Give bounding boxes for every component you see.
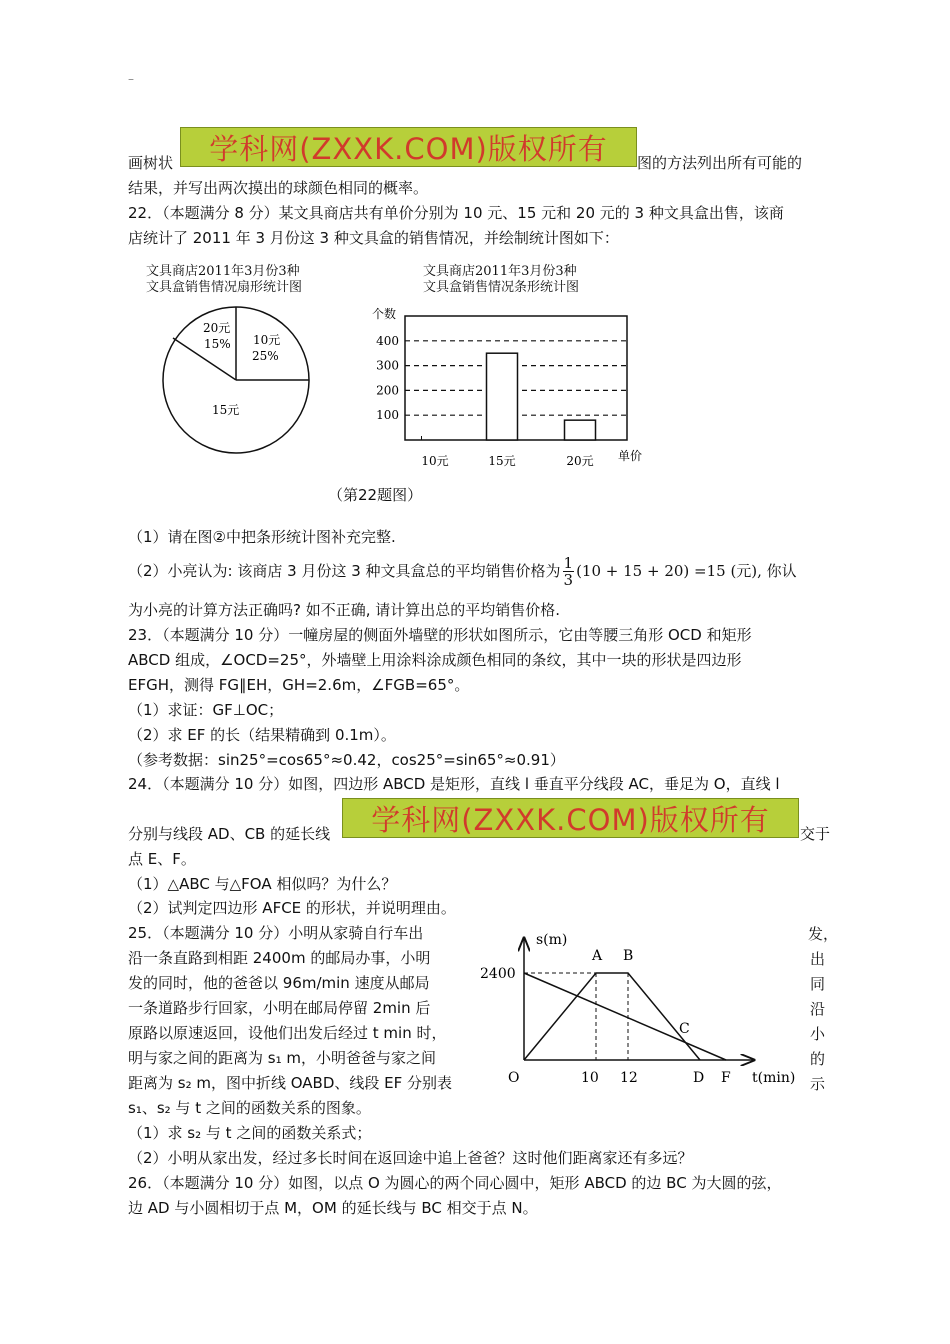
q25-line-1: 25．（本题满分 10 分）小明从家骑自行车出 <box>128 924 424 942</box>
graph-point-F: F <box>721 1070 731 1086</box>
q24-line-2b: 交于 <box>800 825 831 843</box>
q24-part-1: （1）△ABC 与△FOA 相似吗？为什么？ <box>128 875 397 893</box>
bar-ytick-300: 300 <box>376 358 399 373</box>
q25-right-5: 小 <box>810 1025 826 1043</box>
watermark-banner-1: 学科网(ZXXK.COM)版权所有 <box>180 127 637 167</box>
pie-pct-10yuan: 25% <box>252 349 279 363</box>
bar-ytick-200: 200 <box>376 383 399 398</box>
bar-15元 <box>487 353 518 440</box>
bar-20元 <box>565 420 596 440</box>
q23-line-1: 23．（本题满分 10 分）一幢房屋的侧面外墙壁的形状如图所示，它由等腰三角形 OCD 和矩形 <box>128 626 752 644</box>
fraction-numerator: 1 <box>563 554 574 572</box>
q25-part-2: （2）小明从家出发，经过多长时间在返回途中追上爸爸？这时他们距离家还有多远？ <box>128 1149 693 1167</box>
q22-line-2: 店统计了 2011 年 3 月份这 3 种文具盒的销售情况，并绘制统计图如下： <box>128 229 619 247</box>
q23-line-2: ABCD 组成，∠OCD=25°，外墙壁上用涂料涂成颜色相同的条纹，其中一块的形状是四边形 <box>128 651 742 669</box>
graph-x-label: t(min) <box>752 1070 796 1086</box>
graph-y-label: s(m) <box>536 932 568 948</box>
graph-2400-label: 2400 <box>480 966 516 982</box>
q23-part-2: （2）求 EF 的长（结果精确到 0.1m）。 <box>128 726 396 744</box>
line-EF <box>524 973 726 1060</box>
q25-line-7: 距离为 s₂ m，图中折线 OABD、线段 EF 分别表 <box>128 1074 453 1092</box>
q22-part-1: （1）请在图②中把条形统计图补充完整. <box>128 528 396 546</box>
bar-category-1: 15元 <box>488 454 516 468</box>
watermark-banner-2: 学科网(ZXXK.COM)版权所有 <box>342 798 799 838</box>
pie-chart <box>150 300 325 460</box>
q24-line-3: 点 E、F。 <box>128 850 196 868</box>
pie-title-1: 文具商店2011年3月份3种 <box>146 264 300 279</box>
pie-label-20yuan: 20元 <box>203 321 231 335</box>
line-OABD <box>524 973 700 1060</box>
q25-part-1: （1）求 s₂ 与 t 之间的函数关系式； <box>128 1124 372 1142</box>
bar-category-2: 20元 <box>566 454 594 468</box>
bar-ytick-400: 400 <box>376 333 399 348</box>
graph-point-A: A <box>592 948 603 964</box>
intro-line-1b: 图的方法列出所有可能的 <box>637 154 803 172</box>
graph-tick-12: 12 <box>620 1070 638 1086</box>
pie-title-2: 文具盒销售情况扇形统计图 <box>146 280 303 295</box>
figure-caption: （第22题图） <box>328 486 423 504</box>
graph-tick-10: 10 <box>581 1070 599 1086</box>
pie-label-10yuan: 10元 <box>253 333 281 347</box>
bar-ylabel: 个数 <box>372 307 397 321</box>
header-mark: – <box>128 72 134 86</box>
q26-line-1: 26．（本题满分 10 分）如图，以点 O 为圆心的两个同心圆中，矩形 ABCD 的边 BC 为大圆的弦， <box>128 1174 782 1192</box>
pie-label-15yuan: 15元 <box>212 403 240 417</box>
q22-line-1: 22．（本题满分 8 分）某文具商店共有单价分别为 10 元、15 元和 20 元的 3 种文具盒出售，该商 <box>128 204 784 222</box>
bar-xlabel: 单价 <box>618 449 643 463</box>
q25-line-6: 明与家之间的距离为 s₁ m，小明爸爸与家之间 <box>128 1049 436 1067</box>
q25-line-3: 发的同时，他的爸爸以 96m/min 速度从邮局 <box>128 974 430 992</box>
q22-part-2-text: （2）小亮认为: 该商店 3 月份这 3 种文具盒总的平均销售价格为 <box>128 562 561 580</box>
graph-origin-label: O <box>508 1070 520 1086</box>
q24-line-2a: 分别与线段 AD、CB 的延长线 <box>128 825 331 843</box>
intro-line-1a: 画树状 <box>128 154 174 172</box>
intro-line-2: 结果，并写出两次摸出的球颜色相同的概率。 <box>128 179 429 197</box>
bar-chart <box>360 300 660 475</box>
graph-point-B: B <box>623 948 634 964</box>
q24-line-1: 24．（本题满分 10 分）如图，四边形 ABCD 是矩形，直线 l 垂直平分线段 AC，垂足为 O，直线 l <box>128 775 780 793</box>
q25-right-7: 示 <box>810 1075 826 1093</box>
q23-reference: （参考数据：sin25°=cos65°≈0.42，cos25°=sin65°≈0.91） <box>128 751 565 769</box>
q23-line-3: EFGH，测得 FG∥EH，GH=2.6m，∠FGB=65°。 <box>128 676 470 694</box>
q24-part-2: （2）试判定四边形 AFCE 的形状，并说明理由。 <box>128 899 456 917</box>
distance-time-graph <box>478 928 800 1093</box>
q25-line-8: s₁、s₂ 与 t 之间的函数关系的图象。 <box>128 1099 371 1117</box>
q25-right-2: 出 <box>810 950 826 968</box>
bar-ytick-100: 100 <box>376 408 399 423</box>
bar-category-0: 10元 <box>421 454 449 468</box>
q25-right-3: 同 <box>810 975 826 993</box>
q25-line-5: 原路以原速返回，设他们出发后经过 t min 时， <box>128 1024 447 1042</box>
q26-line-2: 边 AD 与小圆相切于点 M，OM 的延长线与 BC 相交于点 N。 <box>128 1199 538 1217</box>
q25-right-4: 沿 <box>810 1000 826 1018</box>
q22-part-2-cont: 为小亮的计算方法正确吗? 如不正确, 请计算出总的平均销售价格. <box>128 601 561 619</box>
q22-part-2-formula: (10 + 15 + 20) =15 (元), 你认 <box>576 562 797 580</box>
q23-part-1: （1）求证：GF⊥OC； <box>128 701 284 719</box>
q25-line-4: 一条道路步行回家，小明在邮局停留 2min 后 <box>128 999 431 1017</box>
graph-point-C: C <box>679 1021 690 1037</box>
fraction-denominator: 3 <box>563 571 574 589</box>
q25-right-6: 的 <box>810 1050 826 1068</box>
q25-right-1: 发， <box>808 925 839 943</box>
bar-title-1: 文具商店2011年3月份3种 <box>423 264 577 279</box>
bar-title-2: 文具盒销售情况条形统计图 <box>423 280 580 295</box>
fraction-one-third <box>563 555 575 588</box>
pie-pct-20yuan: 15% <box>204 337 231 351</box>
graph-point-D: D <box>693 1070 705 1086</box>
q25-line-2: 沿一条直路到相距 2400m 的邮局办事，小明 <box>128 949 431 967</box>
q22-part-2 <box>128 555 797 588</box>
